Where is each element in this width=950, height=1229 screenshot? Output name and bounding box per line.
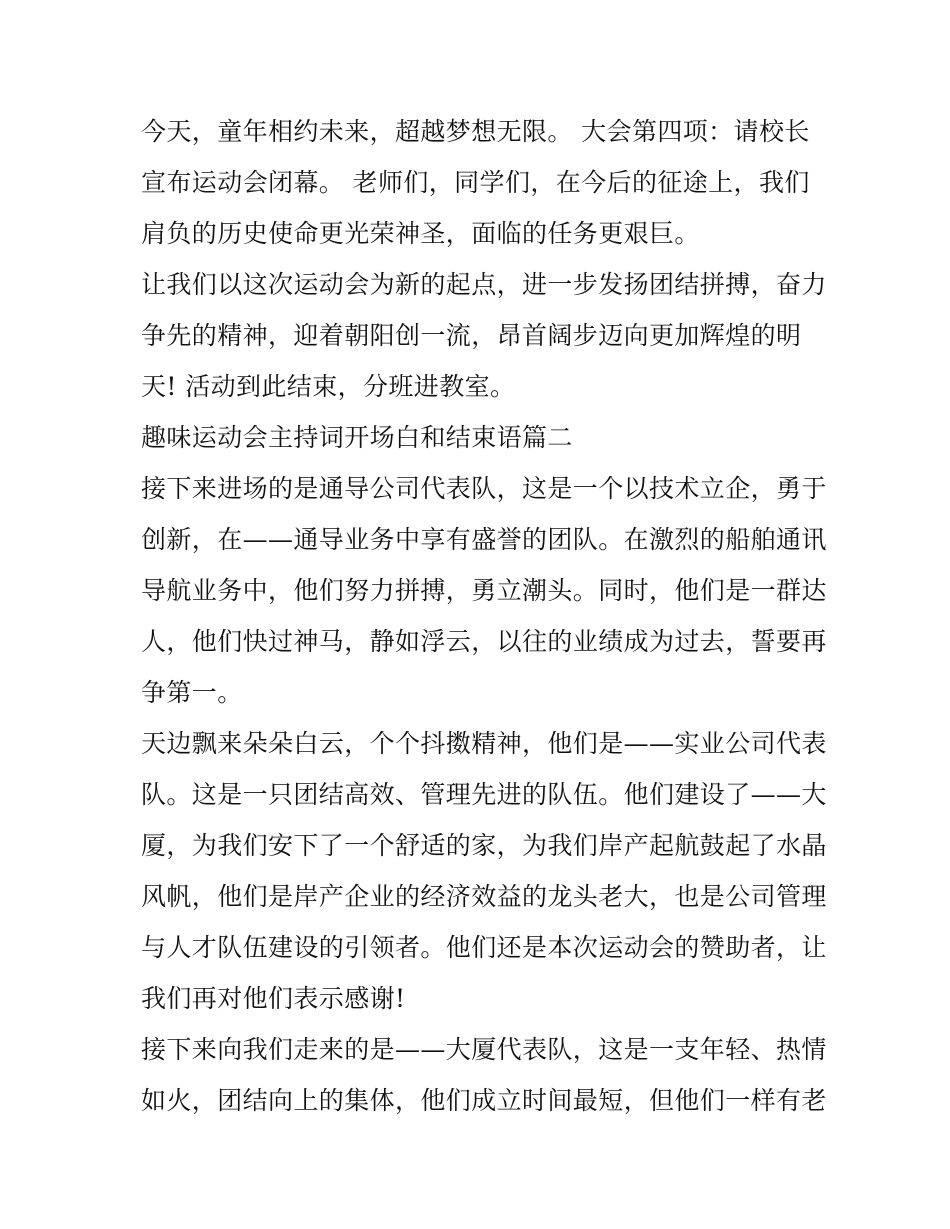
text-line: 人，他们快过神马，静如浮云，以往的业绩成为过去，誓要再 xyxy=(141,627,827,656)
text-line: 我们再对他们表示感谢! xyxy=(141,984,406,1013)
text-line: 今天，童年相约未来，超越梦想无限。 大会第四项：请校长 xyxy=(141,117,810,146)
section-heading: 趣味运动会主持词开场白和结束语篇二 xyxy=(141,423,573,452)
text-line: 与人才队伍建设的引领者。他们还是本次运动会的赞助者，让 xyxy=(141,933,827,962)
text-line: 宣布运动会闭幕。 老师们，同学们，在今后的征途上，我们 xyxy=(141,168,810,197)
document-body xyxy=(141,106,827,1126)
text-line: 创新，在——通导业务中享有盛誉的团队。在激烈的船舶通讯 xyxy=(141,525,827,554)
text-line: 如火，团结向上的集体，他们成立时间最短，但他们一样有老 xyxy=(141,1086,827,1115)
text-line: 争第一。 xyxy=(141,678,243,707)
text-line: 风帆，他们是岸产企业的经济效益的龙头老大，也是公司管理 xyxy=(141,882,827,911)
text-line: 肩负的历史使命更光荣神圣，面临的任务更艰巨。 xyxy=(141,219,700,248)
text-line: 争先的精神，迎着朝阳创一流，昂首阔步迈向更加辉煌的明 xyxy=(141,321,802,350)
text-line: 天边飘来朵朵白云，个个抖擞精神，他们是——实业公司代表 xyxy=(141,729,827,758)
text-line: 让我们以这次运动会为新的起点，进一步发扬团结拼搏，奋力 xyxy=(141,270,827,299)
text-line: 队。这是一只团结高效、管理先进的队伍。他们建设了——大 xyxy=(141,780,827,809)
text-line: 厦，为我们安下了一个舒适的家，为我们岸产起航鼓起了水晶 xyxy=(141,831,827,860)
text-line: 天! 活动到此结束，分班进教室。 xyxy=(141,372,516,401)
text-line: 导航业务中，他们努力拼搏，勇立潮头。同时，他们是一群达 xyxy=(141,576,827,605)
text-line: 接下来向我们走来的是——大厦代表队，这是一支年轻、热情 xyxy=(141,1035,827,1064)
text-line: 接下来进场的是通导公司代表队，这是一个以技术立企，勇于 xyxy=(141,474,827,503)
